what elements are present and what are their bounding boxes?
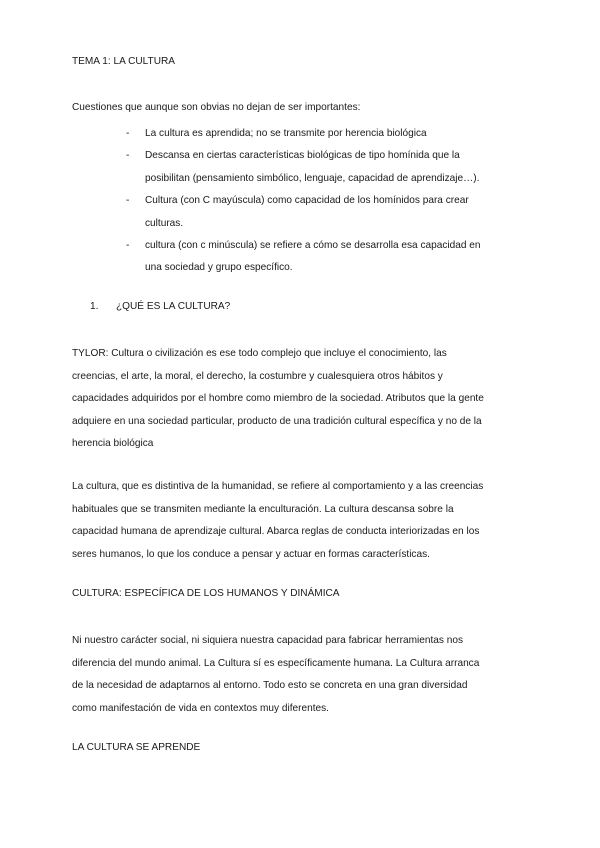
paragraph-line: capacidades adquiridos por el hombre como miembro de la sociedad. Atributos que la gente bbox=[72, 393, 484, 404]
bullet-list bbox=[72, 123, 534, 280]
bullet-line: culturas. bbox=[145, 217, 184, 229]
bullet-line: Cultura (con C mayúscula) como capacidad de los homínidos para crear bbox=[145, 195, 469, 207]
bullet-item bbox=[72, 145, 534, 190]
bullet-line: Descansa en ciertas características biológicas de tipo homínida que la bbox=[145, 150, 460, 162]
paragraph-line: La cultura, que es distintiva de la humanidad, se refiere al comportamiento y a las creencias bbox=[72, 481, 484, 492]
paragraph-tylor bbox=[72, 343, 534, 456]
paragraph-line: capacidad humana de aprendizaje cultural. Abarca reglas de conducta interiorizadas en los bbox=[72, 526, 480, 537]
bullet-line: La cultura es aprendida; no se transmite por herencia biológica bbox=[145, 128, 427, 139]
document-title: TEMA 1: LA CULTURA bbox=[72, 56, 176, 67]
paragraph-line: herencia biológica bbox=[72, 438, 154, 449]
bullet-line: posibilitan (pensamiento simbólico, lenguaje, capacidad de aprendizaje…). bbox=[145, 172, 480, 184]
paragraph-social bbox=[72, 630, 534, 720]
bullet-marker: - bbox=[126, 150, 130, 162]
paragraph-line: diferencia del mundo animal. La Cultura sí es específicamente humana. La Cultura arranca bbox=[72, 657, 480, 669]
paragraph-line: habituales que se transmiten mediante la enculturación. La cultura descansa sobre la bbox=[72, 503, 454, 515]
paragraph-line: como manifestación de vida en contextos muy diferentes. bbox=[72, 702, 329, 714]
paragraph-line: creencias, el arte, la moral, el derecho, la costumbre y cualesquiera otros hábitos y bbox=[72, 370, 443, 382]
paragraph-line: TYLOR: Cultura o civilización es ese todo complejo que incluye el conocimiento, las bbox=[72, 348, 447, 359]
paragraph-culture bbox=[72, 476, 534, 566]
bullet-line: una sociedad y grupo específico. bbox=[145, 262, 293, 274]
bullet-marker: - bbox=[126, 240, 130, 252]
bullet-marker: - bbox=[126, 195, 130, 207]
paragraph-line: Ni nuestro carácter social, ni siquiera nuestra capacidad para fabricar herramientas nos bbox=[72, 635, 464, 646]
paragraph-line: adquiere en una sociedad particular, producto de una tradición cultural específica y no de la bbox=[72, 415, 482, 427]
bullet-item bbox=[72, 235, 534, 280]
bullet-item bbox=[72, 190, 534, 235]
intro-text: Cuestiones que aunque son obvias no dejan de ser importantes: bbox=[72, 102, 361, 113]
bullet-line: cultura (con c minúscula) se refiere a cómo se desarrolla esa capacidad en bbox=[145, 240, 481, 252]
section-title: ¿QUÉ ES LA CULTURA? bbox=[116, 301, 231, 312]
bullet-marker: - bbox=[126, 128, 130, 139]
paragraph-line: de la necesidad de adaptarnos al entorno. Todo esto se concreta en una gran diversidad bbox=[72, 680, 468, 691]
bullet-item bbox=[72, 123, 534, 145]
paragraph-line: seres humanos, lo que los conduce a pensar y actuar en formas características. bbox=[72, 548, 430, 560]
section-number: 1. bbox=[90, 301, 99, 312]
section-heading-3: LA CULTURA SE APRENDE bbox=[72, 742, 201, 753]
section-heading-2: CULTURA: ESPECÍFICA DE LOS HUMANOS Y DINÁMICA bbox=[72, 588, 340, 599]
section-heading-1 bbox=[90, 301, 230, 312]
